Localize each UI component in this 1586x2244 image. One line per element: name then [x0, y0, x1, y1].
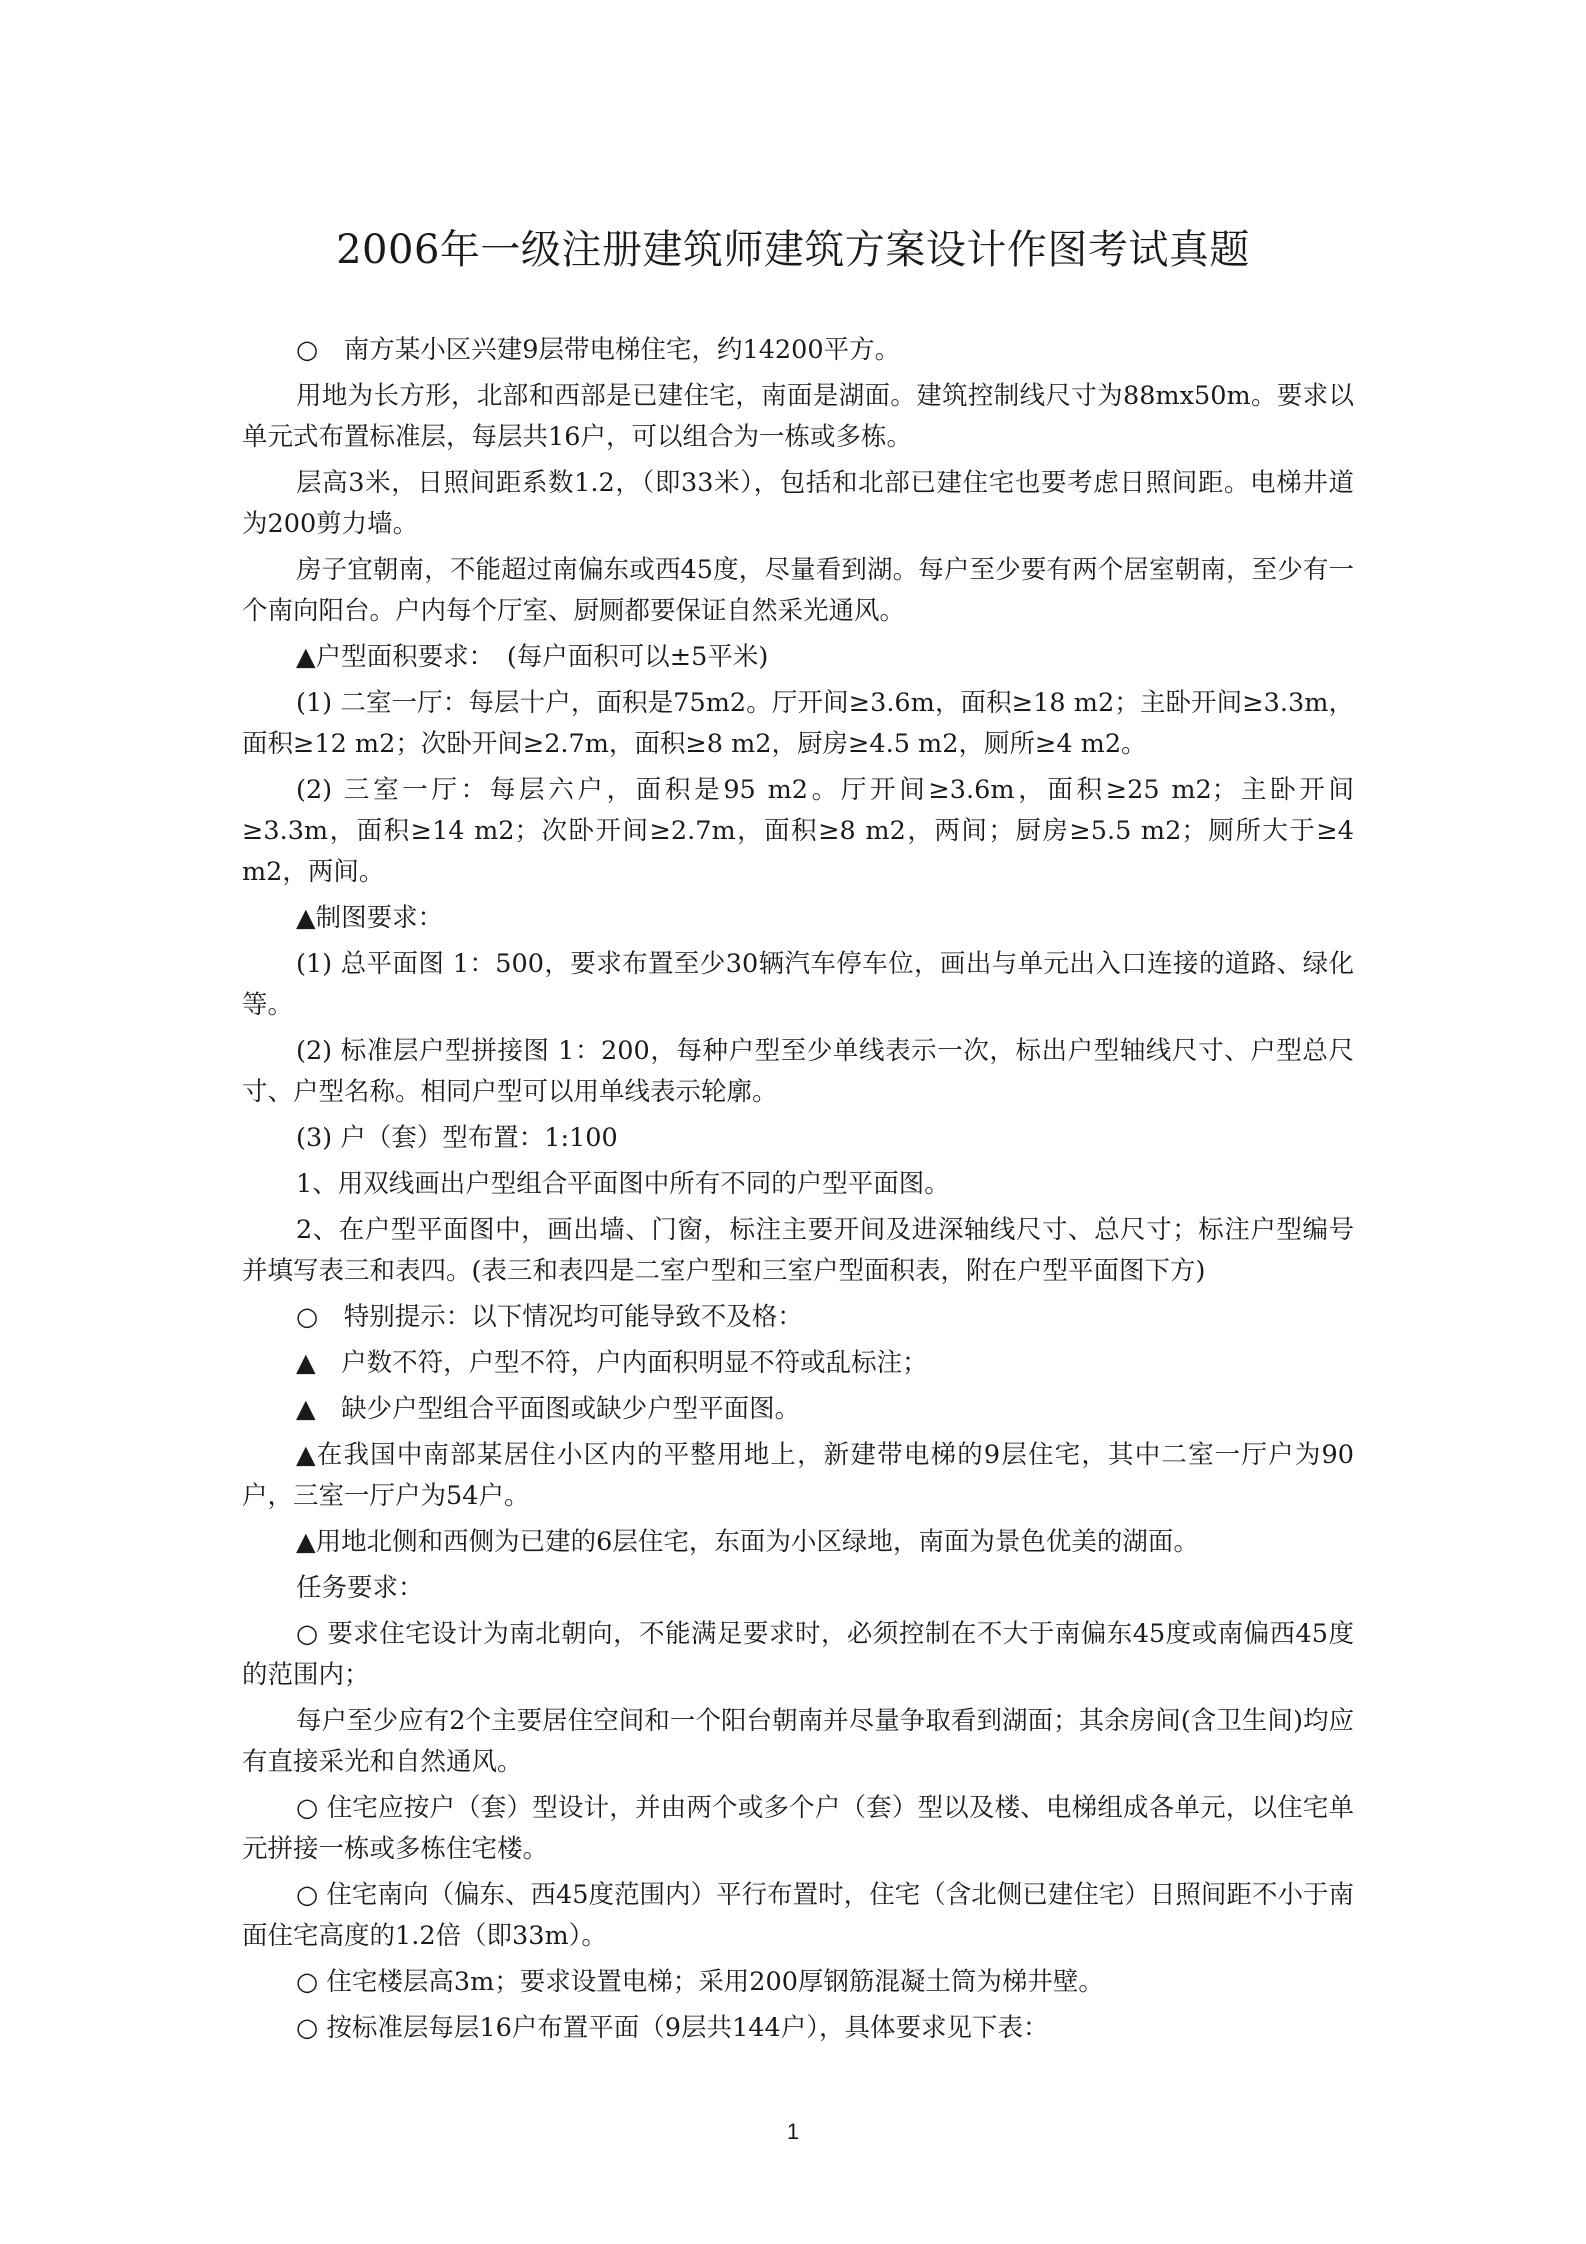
paragraph: 2、在户型平面图中，画出墙、门窗，标注主要开间及进深轴线尺寸、总尺寸；标注户型编号并填写表三和表四。(表三和表四是二室户型和三室户型面积表，附在户型平面图下方): [242, 1215, 1354, 1286]
paragraph: ▲ 户数不符，户型不符，户内面积明显不符或乱标注；: [296, 1348, 928, 1378]
document-body: [242, 330, 1354, 2054]
paragraph: 房子宜朝南，不能超过南偏东或西45度，尽量看到湖。每户至少要有两个居室朝南，至少有一个南向阳台。户内每个厅室、厨厕都要保证自然采光通风。: [242, 555, 1354, 626]
paragraph: (2) 三室一厅：每层六户，面积是95 m2。厅开间≥3.6m，面积≥25 m2；主卧开间≥3.3m，面积≥14 m2；次卧开间≥2.7m，面积≥8 m2，两间；厨房≥5.5 m2；厕所大于≥4 m2，两间。: [242, 775, 1354, 887]
paragraph: ▲用地北侧和西侧为已建的6层住宅，东面为小区绿地，南面为景色优美的湖面。: [296, 1527, 1199, 1557]
paragraph: 层高3米，日照间距系数1.2，（即33米），包括和北部已建住宅也要考虑日照间距。电梯井道为200剪力墙。: [242, 468, 1354, 539]
paragraph: ▲在我国中南部某居住小区内的平整用地上，新建带电梯的9层住宅，其中二室一厅户为90户，三室一厅户为54户。: [242, 1440, 1354, 1511]
paragraph: 1、用双线画出户型组合平面图中所有不同的户型平面图。: [296, 1169, 950, 1199]
paragraph: ○ 住宅楼层高3m；要求设置电梯；采用200厚钢筋混凝土筒为梯井壁。: [296, 1967, 1104, 1997]
paragraph: ○ 住宅南向（偏东、西45度范围内）平行布置时，住宅（含北侧已建住宅）日照间距不小于南面住宅高度的1.2倍（即33m）。: [242, 1880, 1354, 1951]
paragraph: ○ 按标准层每层16户布置平面（9层共144户），具体要求见下表：: [296, 2013, 1049, 2043]
paragraph: ○ 住宅应按户（套）型设计，并由两个或多个户（套）型以及楼、电梯组成各单元，以住宅单元拼接一栋或多栋住宅楼。: [242, 1793, 1354, 1864]
page-number: 1: [786, 2119, 800, 2144]
paragraph: ▲制图要求：: [296, 903, 444, 933]
paragraph: (1) 总平面图 1：500，要求布置至少30辆汽车停车位，画出与单元出入口连接的道路、绿化等。: [242, 949, 1354, 1020]
paragraph: ▲ 缺少户型组合平面图或缺少户型平面图。: [296, 1394, 801, 1424]
paragraph: (3) 户（套）型布置：1:100: [296, 1123, 618, 1153]
paragraph: 每户至少应有2个主要居住空间和一个阳台朝南并尽量争取看到湖面；其余房间(含卫生间)均应有直接采光和自然通风。: [242, 1706, 1354, 1777]
paragraph: ○ 要求住宅设计为南北朝向，不能满足要求时，必须控制在不大于南偏东45度或南偏西45度的范围内；: [242, 1619, 1354, 1690]
paragraph: (1) 二室一厅：每层十户，面积是75m2。厅开间≥3.6m，面积≥18 m2；主卧开间≥3.3m，面积≥12 m2；次卧开间≥2.7m，面积≥8 m2，厨房≥4.5 m2，厕所≥4 m2。: [242, 688, 1354, 759]
document-title: 2006年一级注册建筑师建筑方案设计作图考试真题: [336, 227, 1250, 273]
paragraph: 用地为长方形，北部和西部是已建住宅，南面是湖面。建筑控制线尺寸为88mx50m。要求以单元式布置标准层，每层共16户，可以组合为一栋或多栋。: [242, 381, 1354, 452]
paragraph: 任务要求：: [296, 1573, 424, 1603]
paragraph: ▲户型面积要求： (每户面积可以±5平米): [296, 642, 769, 672]
paragraph: ○ 南方某小区兴建9层带电梯住宅，约14200平方。: [296, 335, 901, 365]
paragraph: ○ 特别提示：以下情况均可能导致不及格：: [296, 1302, 803, 1332]
paragraph: (2) 标准层户型拼接图 1：200，每种户型至少单线表示一次，标出户型轴线尺寸、户型总尺寸、户型名称。相同户型可以用单线表示轮廓。: [242, 1036, 1354, 1107]
